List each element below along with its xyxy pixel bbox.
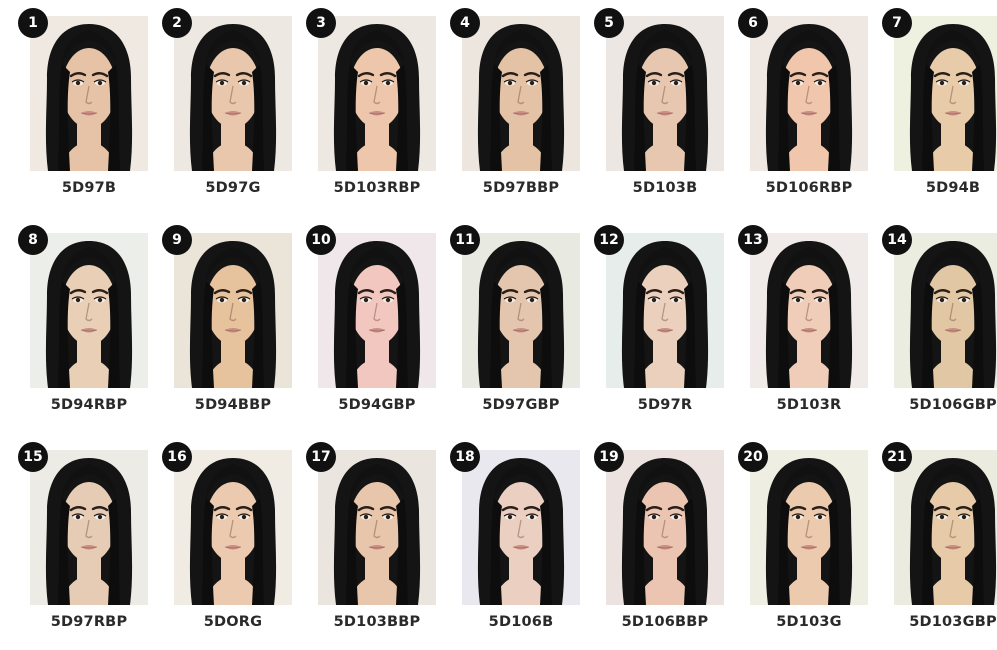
swatch-card <box>455 449 580 650</box>
portrait-photo <box>30 16 148 171</box>
portrait-photo <box>750 16 868 171</box>
swatch-card <box>174 16 292 216</box>
shade-code-label: 5D103R <box>776 397 842 413</box>
portrait-photo <box>894 16 997 171</box>
portrait-photo <box>750 233 868 388</box>
swatch-card <box>462 16 580 216</box>
swatch-card <box>311 232 436 433</box>
swatch-card <box>30 16 148 216</box>
portrait-photo <box>30 233 148 388</box>
swatch-card <box>887 449 997 650</box>
shade-code-label: 5D97G <box>205 180 261 196</box>
shade-code-label: 5D94GBP <box>338 397 416 413</box>
swatch-card <box>743 232 868 433</box>
portrait-photo <box>174 233 292 388</box>
number-badge: 3 <box>306 8 336 38</box>
portrait-photo <box>606 16 724 171</box>
number-badge: 1 <box>18 8 48 38</box>
number-badge: 21 <box>882 442 912 472</box>
number-badge: 6 <box>738 8 768 38</box>
shade-code-label: 5D94RBP <box>50 397 128 413</box>
portrait-photo <box>894 233 997 388</box>
shade-code-label: 5DORG <box>203 614 263 630</box>
shade-code-label: 5D97BBP <box>482 180 560 196</box>
swatch-card <box>455 232 580 433</box>
swatch-card <box>30 233 148 433</box>
portrait-photo <box>462 450 580 605</box>
shade-code-label: 5D97GBP <box>482 397 560 413</box>
number-badge: 4 <box>450 8 480 38</box>
swatch-card <box>743 449 868 650</box>
number-badge: 10 <box>306 225 336 255</box>
shade-code-label: 5D106RBP <box>765 180 853 196</box>
number-badge: 14 <box>882 225 912 255</box>
number-badge: 13 <box>738 225 768 255</box>
swatch-card <box>318 16 436 216</box>
portrait-photo <box>894 450 997 605</box>
number-badge: 15 <box>18 442 48 472</box>
number-badge: 20 <box>738 442 768 472</box>
number-badge: 19 <box>594 442 624 472</box>
shade-code-label: 5D103GBP <box>909 614 997 630</box>
number-badge: 7 <box>882 8 912 38</box>
swatch-card <box>887 232 997 433</box>
number-badge: 8 <box>18 225 48 255</box>
swatch-card <box>167 449 292 650</box>
portrait-photo <box>462 16 580 171</box>
swatch-card <box>23 449 148 650</box>
swatch-card <box>599 232 724 433</box>
swatch-card <box>606 16 724 216</box>
swatch-card <box>599 449 724 650</box>
shade-code-label: 5D103B <box>632 180 698 196</box>
portrait-photo <box>318 16 436 171</box>
portrait-photo <box>174 450 292 605</box>
number-badge: 17 <box>306 442 336 472</box>
portrait-photo <box>606 450 724 605</box>
shade-code-label: 5D94BBP <box>194 397 272 413</box>
shade-code-label: 5D106BBP <box>621 614 709 630</box>
shade-code-label: 5D94B <box>925 180 981 196</box>
portrait-photo <box>318 450 436 605</box>
number-badge: 18 <box>450 442 480 472</box>
swatch-card <box>750 16 868 216</box>
portrait-photo <box>174 16 292 171</box>
portrait-photo <box>462 233 580 388</box>
number-badge: 5 <box>594 8 624 38</box>
shade-code-label: 5D97RBP <box>50 614 128 630</box>
swatch-card <box>894 16 997 216</box>
number-badge: 11 <box>450 225 480 255</box>
portrait-photo <box>30 450 148 605</box>
number-badge: 2 <box>162 8 192 38</box>
number-badge: 16 <box>162 442 192 472</box>
portrait-photo <box>750 450 868 605</box>
number-badge: 12 <box>594 225 624 255</box>
swatch-card <box>174 233 292 433</box>
shade-code-label: 5D103RBP <box>333 180 421 196</box>
shade-code-label: 5D106B <box>488 614 554 630</box>
portrait-photo <box>318 233 436 388</box>
shade-code-label: 5D103BBP <box>333 614 421 630</box>
swatch-card <box>311 449 436 650</box>
shade-code-label: 5D97R <box>637 397 693 413</box>
number-badge: 9 <box>162 225 192 255</box>
shade-code-label: 5D103G <box>776 614 842 630</box>
shade-code-label: 5D106GBP <box>909 397 997 413</box>
portrait-photo <box>606 233 724 388</box>
shade-code-label: 5D97B <box>61 180 117 196</box>
